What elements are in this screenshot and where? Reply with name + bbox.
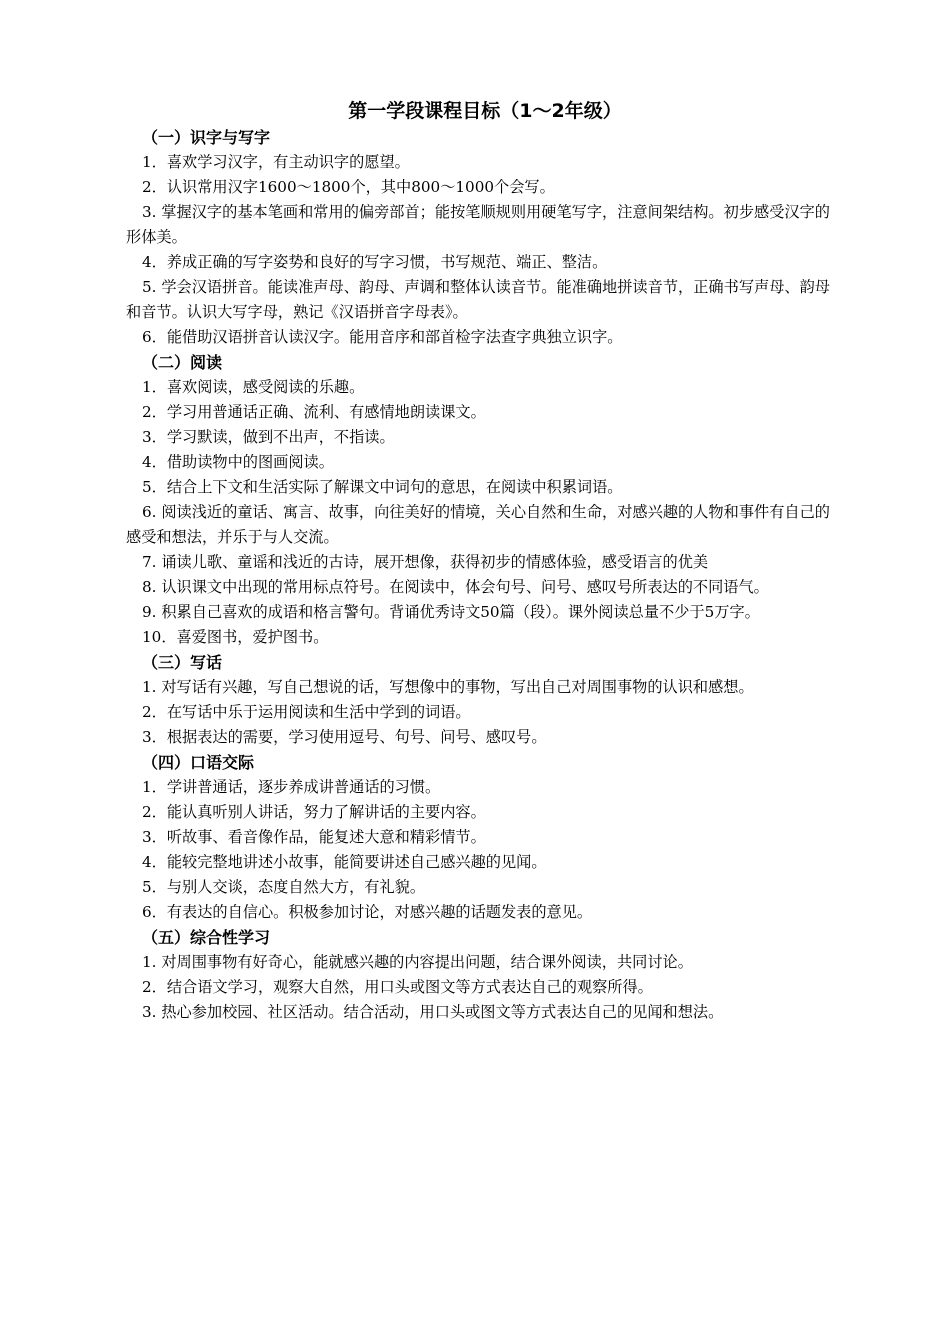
section-heading: （一）识字与写字: [142, 128, 271, 147]
goal-item: 2．能认真听别人讲话，努力了解讲话的主要内容。: [142, 803, 486, 821]
goal-item: 3. 掌握汉字的基本笔画和常用的偏旁部首；能按笔顺规则用硬笔写字，注意间架结构。初步感受汉字的形体美。: [126, 203, 830, 246]
section-oral-communication: [126, 750, 830, 925]
goal-item: 2．结合语文学习，观察大自然，用口头或图文等方式表达自己的观察所得。: [142, 978, 653, 996]
goal-item: 8. 认识课文中出现的常用标点符号。在阅读中，体会句号、问号、感叹号所表达的不同语气。: [142, 578, 769, 596]
document-title: 第一学段课程目标（1～2年级）: [348, 100, 622, 122]
goal-item: 1．喜欢阅读，感受阅读的乐趣。: [142, 378, 365, 396]
section-heading: （二）阅读: [142, 353, 223, 372]
section-writing: [126, 650, 830, 750]
section-heading: （五）综合性学习: [142, 928, 271, 947]
goal-item: 3．学习默读，做到不出声，不指读。: [142, 428, 395, 446]
goal-item: 9. 积累自己喜欢的成语和格言警句。背诵优秀诗文50篇（段）。课外阅读总量不少于5万字。: [142, 603, 760, 621]
goal-item: 1. 对周围事物有好奇心，能就感兴趣的内容提出问题，结合课外阅读，共同讨论。: [142, 953, 693, 971]
goal-item: 5．与别人交谈，态度自然大方，有礼貌。: [142, 878, 426, 896]
section-heading: （三）写话: [142, 653, 223, 672]
section-heading: （四）口语交际: [142, 753, 255, 772]
goal-item: 5．结合上下文和生活实际了解课文中词句的意思，在阅读中积累词语。: [142, 478, 623, 496]
goal-item: 3．根据表达的需要，学习使用逗号、句号、问号、感叹号。: [142, 728, 547, 746]
section-comprehensive-learning: [126, 925, 830, 1025]
goal-item: 2．在写话中乐于运用阅读和生活中学到的词语。: [142, 703, 471, 721]
goal-item: 1. 对写话有兴趣，写自己想说的话，写想像中的事物，写出自己对周围事物的认识和感想。: [142, 678, 754, 696]
goal-item: 4．养成正确的写字姿势和良好的写字习惯，书写规范、端正、整洁。: [142, 253, 608, 271]
goal-item: 4．能较完整地讲述小故事，能简要讲述自己感兴趣的见闻。: [142, 853, 547, 871]
goal-item: 1．学讲普通话，逐步养成讲普通话的习惯。: [142, 778, 441, 796]
goal-item: 6．能借助汉语拼音认读汉字。能用音序和部首检字法查字典独立识字。: [142, 328, 623, 346]
goal-item: 7. 诵读儿歌、童谣和浅近的古诗，展开想像，获得初步的情感体验，感受语言的优美: [142, 553, 709, 571]
goal-item: 1．喜欢学习汉字，有主动识字的愿望。: [142, 153, 410, 171]
goal-item: 3．听故事、看音像作品，能复述大意和精彩情节。: [142, 828, 486, 846]
document-body: [126, 97, 830, 1025]
goal-item: 4．借助读物中的图画阅读。: [142, 453, 334, 471]
goal-item: 3. 热心参加校园、社区活动。结合活动，用口头或图文等方式表达自己的见闻和想法。: [142, 1003, 724, 1021]
goal-item: 2．学习用普通话正确、流利、有感情地朗读课文。: [142, 403, 486, 421]
goal-item: 6．有表达的自信心。积极参加讨论，对感兴趣的话题发表的意见。: [142, 903, 593, 921]
goal-item: 6. 阅读浅近的童话、寓言、故事，向往美好的情境，关心自然和生命，对感兴趣的人物和事件有自己的感受和想法，并乐于与人交流。: [126, 503, 830, 546]
section-literacy-writing: [126, 125, 830, 350]
goal-item: 5. 学会汉语拼音。能读准声母、韵母、声调和整体认读音节。能准确地拼读音节，正确书写声母、韵母和音节。认识大写字母，熟记《汉语拼音字母表》。: [126, 278, 830, 321]
goal-item: 10．喜爱图书，爱护图书。: [142, 628, 329, 646]
goal-item: 2．认识常用汉字1600～1800个，其中800～1000个会写。: [142, 178, 555, 196]
section-reading: [126, 350, 830, 650]
